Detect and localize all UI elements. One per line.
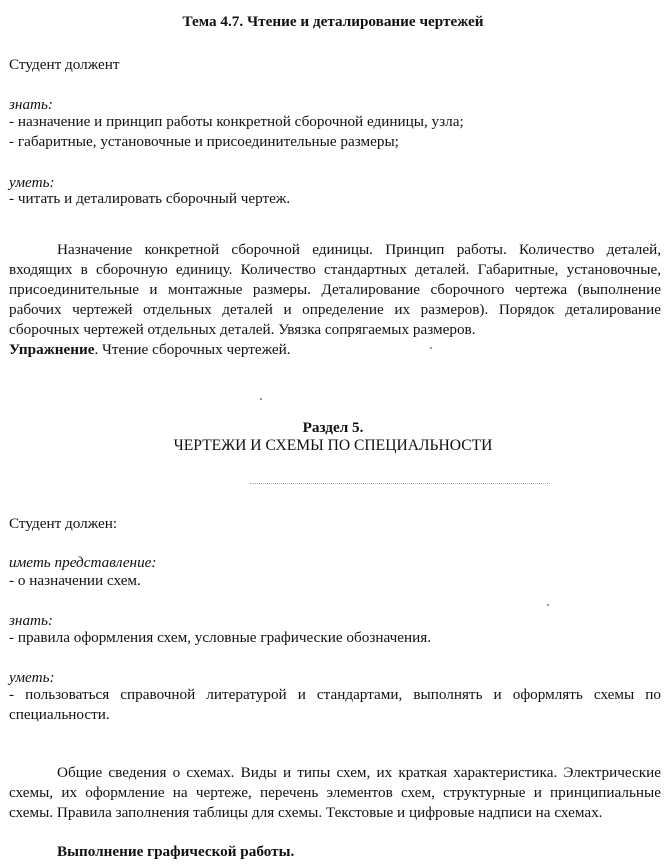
scan-dotted-artifact [250, 483, 550, 485]
section-content-text: Общие сведения о схемах. Виды и типы схем, их краткая характеристика. Электрические схемы, их оформление на чертеже, перечень элементов схем, структурные и принципиальные схемы. Правила заполнения таблицы для схемы. Текстовые и цифровые надписи на схемах. [9, 764, 661, 821]
section-work-label: Выполнение графической работы. [57, 843, 295, 860]
section-number: Раздел 5. [302, 419, 364, 436]
section-know-label: знать: [9, 612, 53, 629]
topic-content-text: Назначение конкретной сборочной единицы. Принцип работы. Количество деталей, входящих в сборочную единицу. Количество стандартных деталей. Габаритные, установочные, присоединительные и монтажные размеры. Деталирование сборочного чертежа (выполнение рабочих чертежей отдельных деталей и определение их размеров). Порядок деталирование сборочных чертежей отдельных деталей. Увязка сопрягаемых размеров. [9, 241, 661, 338]
topic-exercise-label: Упражнение [9, 341, 95, 358]
section-student-must: Студент должен: [9, 515, 118, 532]
topic-content [9, 240, 661, 360]
scan-speck [430, 347, 432, 349]
topic-know-item: - назначение и принцип работы конкретной сборочной единицы, узла; [9, 113, 464, 130]
section-idea-item: - о назначении схем. [9, 572, 141, 589]
topic-know-item: - габаритные, установочные и присоединительные размеры; [9, 133, 399, 150]
section-content [9, 763, 661, 823]
topic-title: Тема 4.7. Чтение и деталирование чертежей [182, 13, 484, 30]
section-know-item: - правила оформления схем, условные графические обозначения. [9, 629, 432, 646]
topic-know-label: знать: [9, 96, 53, 113]
topic-can-item: - читать и деталировать сборочный чертеж. [9, 190, 291, 207]
topic-exercise-text: . Чтение сборочных чертежей. [94, 341, 291, 358]
section-title: ЧЕРТЕЖИ И СХЕМЫ ПО СПЕЦИАЛЬНОСТИ [173, 437, 493, 454]
section-idea-label: иметь представление: [9, 554, 157, 571]
topic-student-must: Студент должент [9, 56, 120, 73]
section-can-label: уметь: [9, 669, 55, 686]
topic-can-label: уметь: [9, 174, 55, 191]
scan-speck [547, 604, 549, 606]
scan-speck [260, 398, 262, 400]
section-can-item: - пользоваться справочной литературой и стандартами, выполнять и оформлять схемы по специальности. [9, 686, 661, 723]
